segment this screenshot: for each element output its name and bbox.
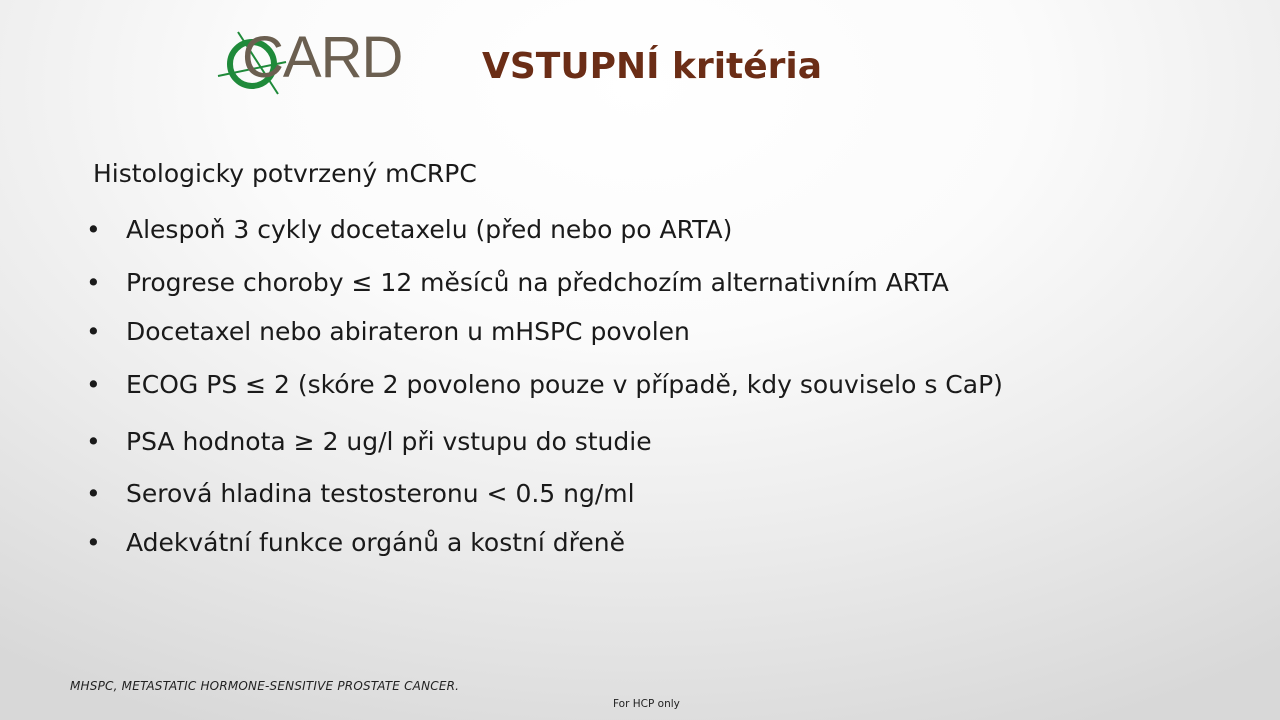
bullet-text: Adekvátní funkce orgánů a kostní dřeně	[126, 528, 625, 557]
footnote: MHSPC, METASTATIC HORMONE-SENSITIVE PROSTATE CANCER.	[70, 679, 460, 693]
bullet-text: Docetaxel nebo abirateron u mHSPC povolen	[126, 317, 690, 346]
intro-line: Histologicky potvrzený mCRPC	[93, 159, 477, 188]
bullet-text: Progrese choroby ≤ 12 měsíců na předchozím alternativním ARTA	[126, 268, 949, 297]
slide-title: VSTUPNÍ kritéria	[482, 46, 823, 87]
hcp-notice: For HCP only	[613, 698, 680, 710]
bullet-marker: •	[86, 528, 101, 557]
bullet-marker: •	[86, 370, 101, 399]
bullet-marker: •	[86, 268, 101, 297]
bullet-marker: •	[86, 427, 101, 456]
bullet-marker: •	[86, 215, 101, 244]
logo-text: CARD	[242, 25, 403, 90]
bullet-marker: •	[86, 317, 101, 346]
bullet-text: PSA hodnota ≥ 2 ug/l při vstupu do studie	[126, 427, 652, 456]
card-logo	[216, 25, 403, 98]
bullet-text: Alespoň 3 cykly docetaxelu (před nebo po ARTA)	[126, 215, 733, 244]
bullet-marker: •	[86, 479, 101, 508]
bullet-text: ECOG PS ≤ 2 (skóre 2 povoleno pouze v případě, kdy souviselo s CaP)	[126, 370, 1003, 399]
bullet-text: Serová hladina testosteronu < 0.5 ng/ml	[126, 479, 635, 508]
